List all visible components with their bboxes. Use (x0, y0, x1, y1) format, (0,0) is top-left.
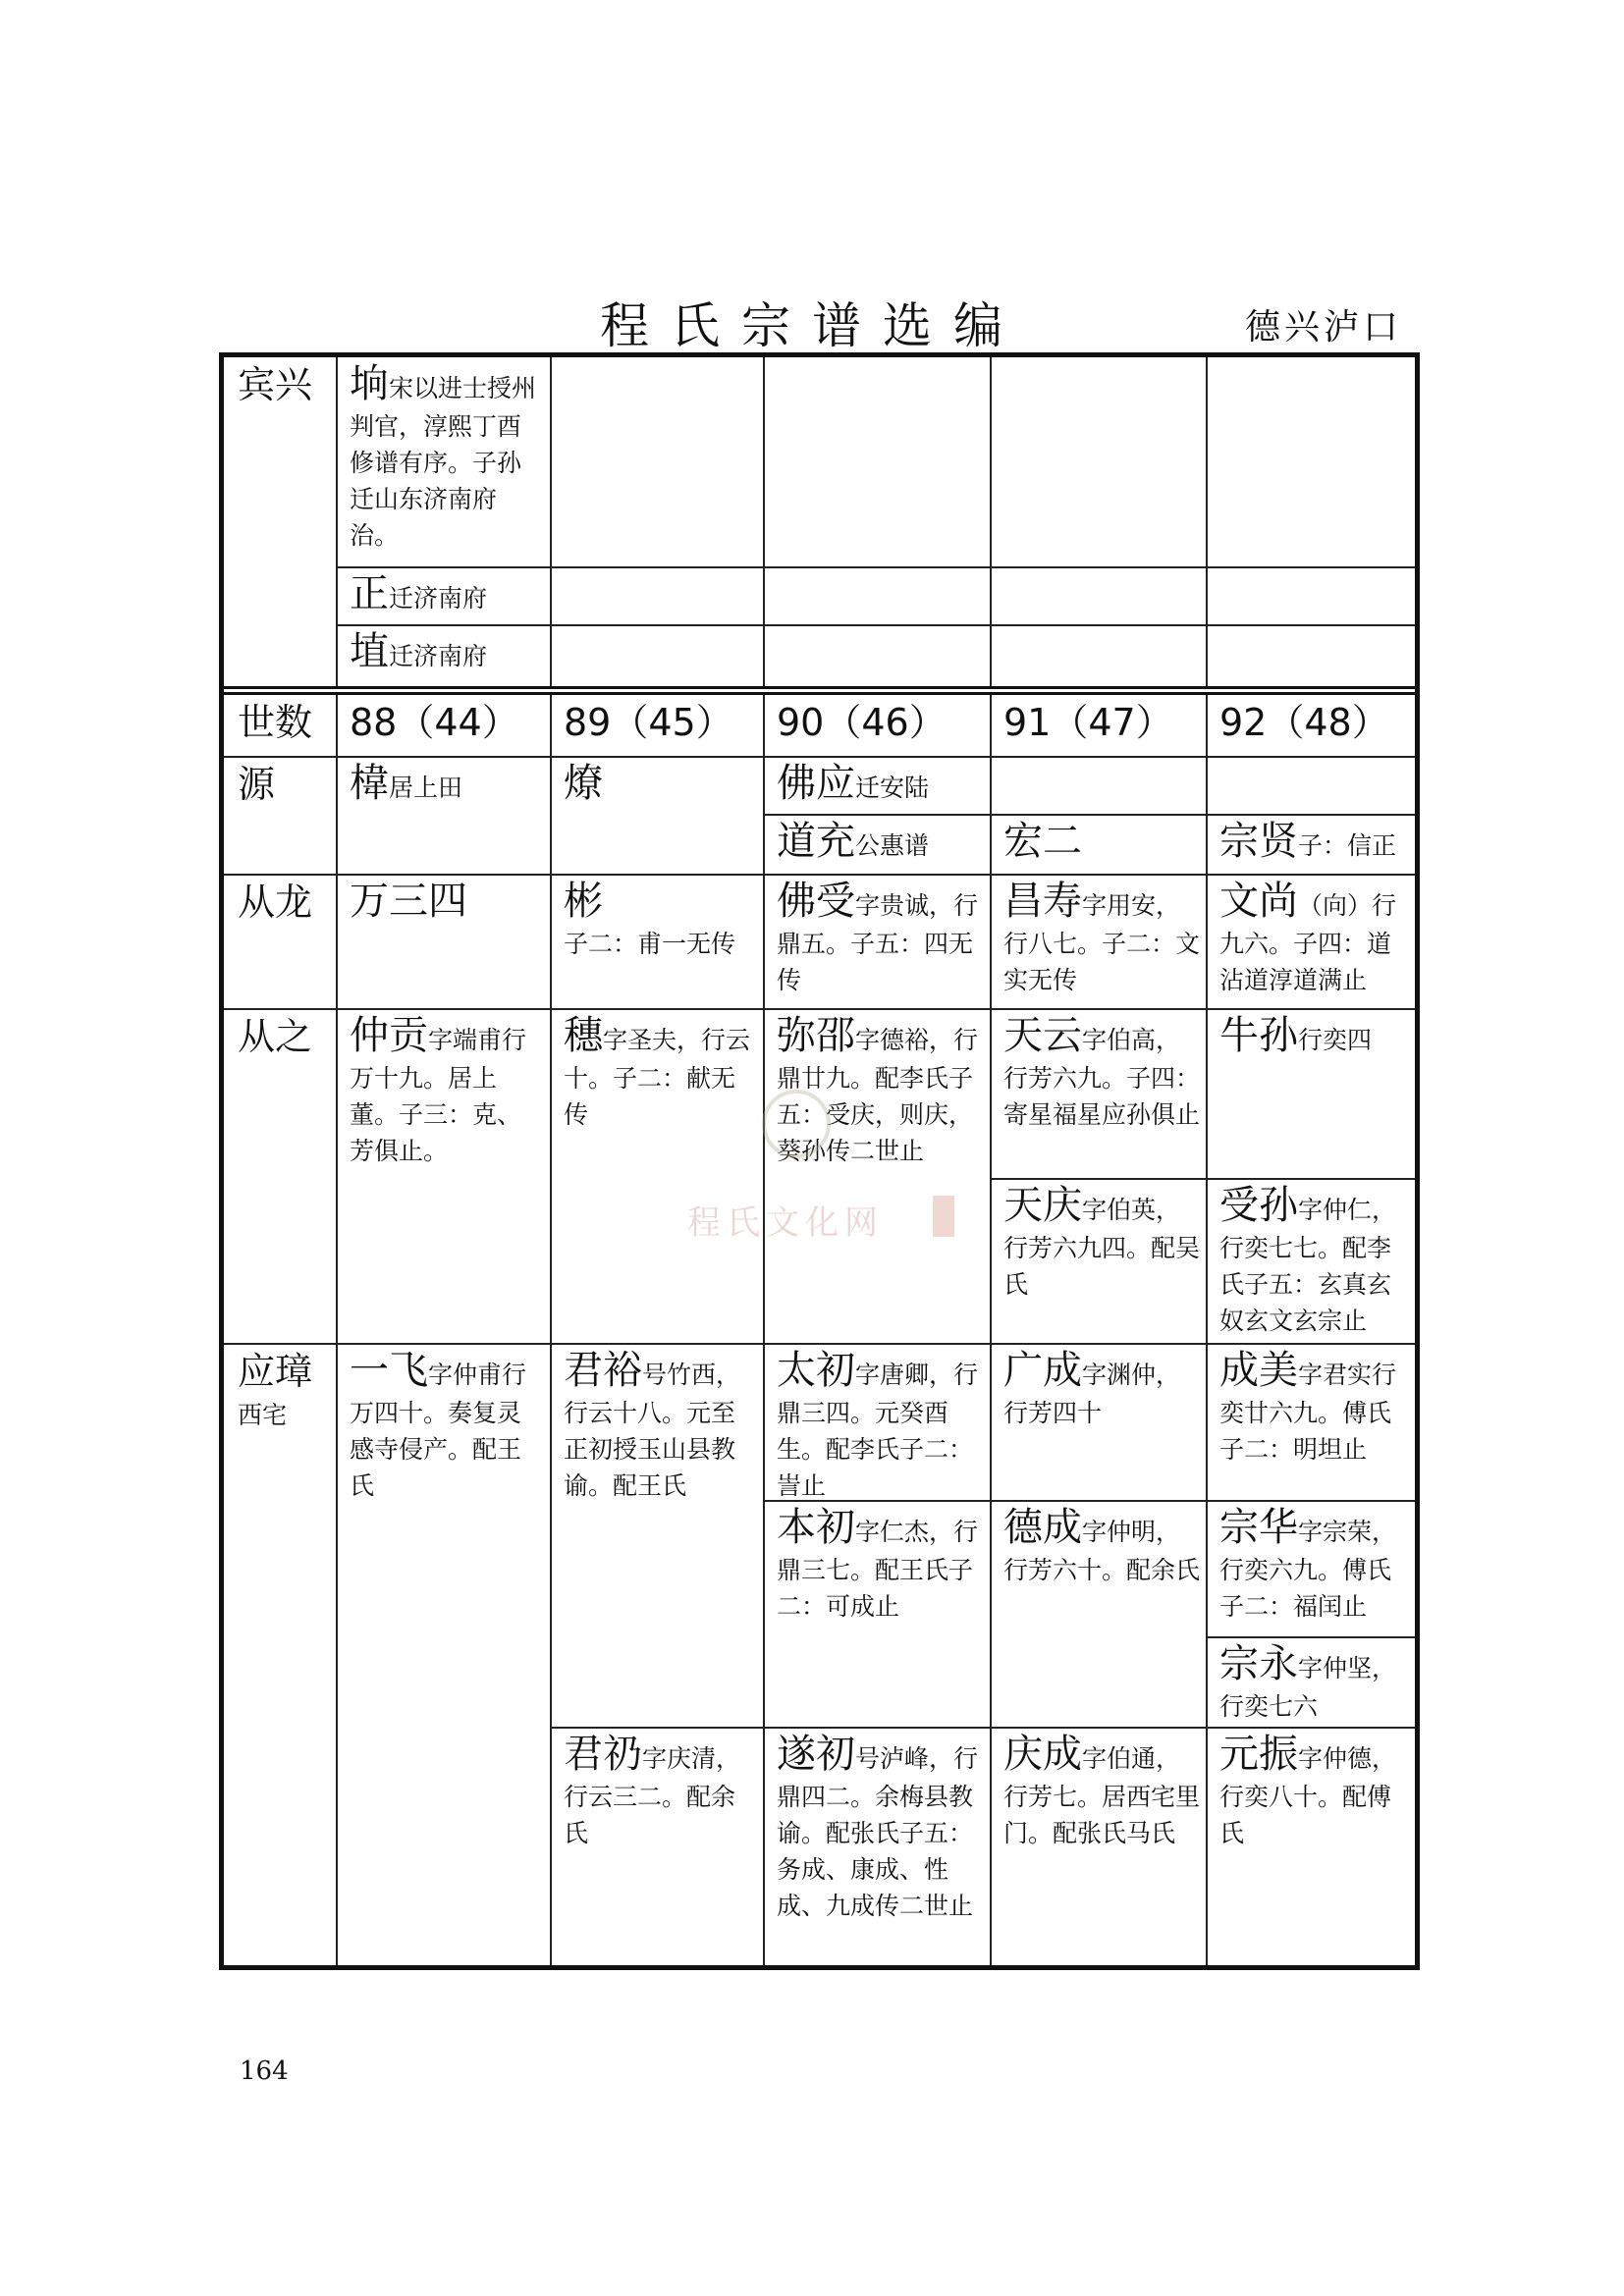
person-wei: 椲居上田 (350, 761, 463, 806)
person-zongxian: 宗贤子：信正 (1219, 819, 1397, 864)
person-niusun: 牛孙行奕四 (1219, 1013, 1373, 1058)
person-wenshang: 文尚（向）行九六。子四：道沾道淳道满止 (1219, 879, 1397, 994)
person-changshou: 昌寿字用安，行八七。子二：文实无传 (1003, 879, 1201, 994)
person-benchu: 本初字仁杰，行鼎三七。配王氏子二：可成止 (777, 1505, 979, 1621)
person-wansansi: 万三四 (350, 879, 467, 924)
person-zonghua: 宗华字宗荣，行奕六九。傅氏子二：福闰止 (1219, 1505, 1397, 1621)
bingxing-label: 宾兴 (238, 363, 313, 406)
person-taichu: 太初字唐卿，行鼎三四。元癸酉生。配李氏子二：訔止 (777, 1348, 979, 1500)
section-separator (224, 686, 1415, 695)
branch-conglong-label: 从龙 (238, 881, 313, 924)
person-mishao: 弥邵字德裕，行鼎廿九。配李氏子五：受庆，则庆，葵孙传二世止 (777, 1013, 979, 1165)
person-junyu: 君裕号竹西，行云十八。元至正初授玉山县教谕。配王氏 (564, 1348, 741, 1500)
person-zhonggong: 仲贡字端甫行万十九。居上董。子三：克、芳俱止。 (350, 1013, 527, 1165)
branch-yingzhang-label: 应璋 西宅 (238, 1350, 313, 1429)
person-zheng: 正迁济南府 (350, 571, 488, 616)
watermark-seal-icon (933, 1196, 954, 1237)
watermark-circle-icon (762, 1090, 831, 1158)
branch-yuan-label: 源 (238, 763, 276, 806)
person-foshou: 佛受字贵诚，行鼎五。子五：四无传 (777, 879, 979, 994)
branch-congzhi-label: 从之 (238, 1015, 313, 1058)
gen-92: 92（48） (1219, 701, 1389, 744)
watermark: 程氏文化网 (687, 1090, 923, 1237)
page-number: 164 (240, 2056, 289, 2086)
generation-label: 世数 (238, 701, 313, 744)
person-tianyun: 天云字伯高，行芳六九。子四：寄星福星应孙俱止 (1003, 1013, 1201, 1129)
person-daochong: 道充公惠谱 (777, 819, 930, 864)
gen-88: 88（44） (350, 701, 519, 744)
person-shousun: 受孙字仲仁，行奕七七。配李氏子五：玄真玄奴玄文玄宗止 (1219, 1183, 1397, 1335)
person-bin: 彬 子二：甫一无传 (564, 879, 736, 958)
gen-89: 89（45） (564, 701, 733, 744)
person-yuanzhen: 元振字仲德，行奕八十。配傅氏 (1219, 1732, 1397, 1847)
person-honger: 宏二 (1003, 819, 1082, 864)
page-title: 程氏宗谱选编 (600, 297, 1024, 354)
page-subtitle: 德兴泸口 (1245, 307, 1403, 347)
person-guangcheng: 广成字渊仲，行芳四十 (1003, 1348, 1181, 1427)
person-foying: 佛应迁安陆 (777, 761, 930, 806)
person-yifei: 一飞字仲甫行万四十。奏复灵感寺侵产。配王氏 (350, 1348, 527, 1500)
person-chengmei: 成美字君实行奕廿六九。傅氏子二：明坦止 (1219, 1348, 1397, 1464)
gen-91: 91（47） (1003, 701, 1173, 744)
person-zongyong: 宗永字仲坚，行奕七六 (1219, 1641, 1397, 1721)
person-liao: 燎 (564, 761, 603, 806)
person-sui: 穗字圣夫，行云十。子二：献无传 (564, 1013, 751, 1129)
person-decheng: 德成字仲明，行芳六十。配余氏 (1003, 1505, 1201, 1584)
person-junreng: 君礽字庆清，行云三二。配余氏 (564, 1732, 741, 1847)
person-tianqing: 天庆字伯英，行芳六九四。配吴氏 (1003, 1183, 1201, 1299)
person-suichu: 遂初号泸峰，行鼎四二。余梅县教谕。配张氏子五：务成、康成、性成、九成传二世止 (777, 1732, 979, 1920)
person-kun: 垧宋以进士授州判官，淳熙丁酉修谱有序。子孙迁山东济南府治。 (350, 361, 537, 550)
person-zhi: 埴迁济南府 (350, 629, 488, 674)
person-qingcheng: 庆成字伯通，行芳七。居西宅里门。配张氏马氏 (1003, 1732, 1201, 1847)
gen-90: 90（46） (777, 701, 947, 744)
